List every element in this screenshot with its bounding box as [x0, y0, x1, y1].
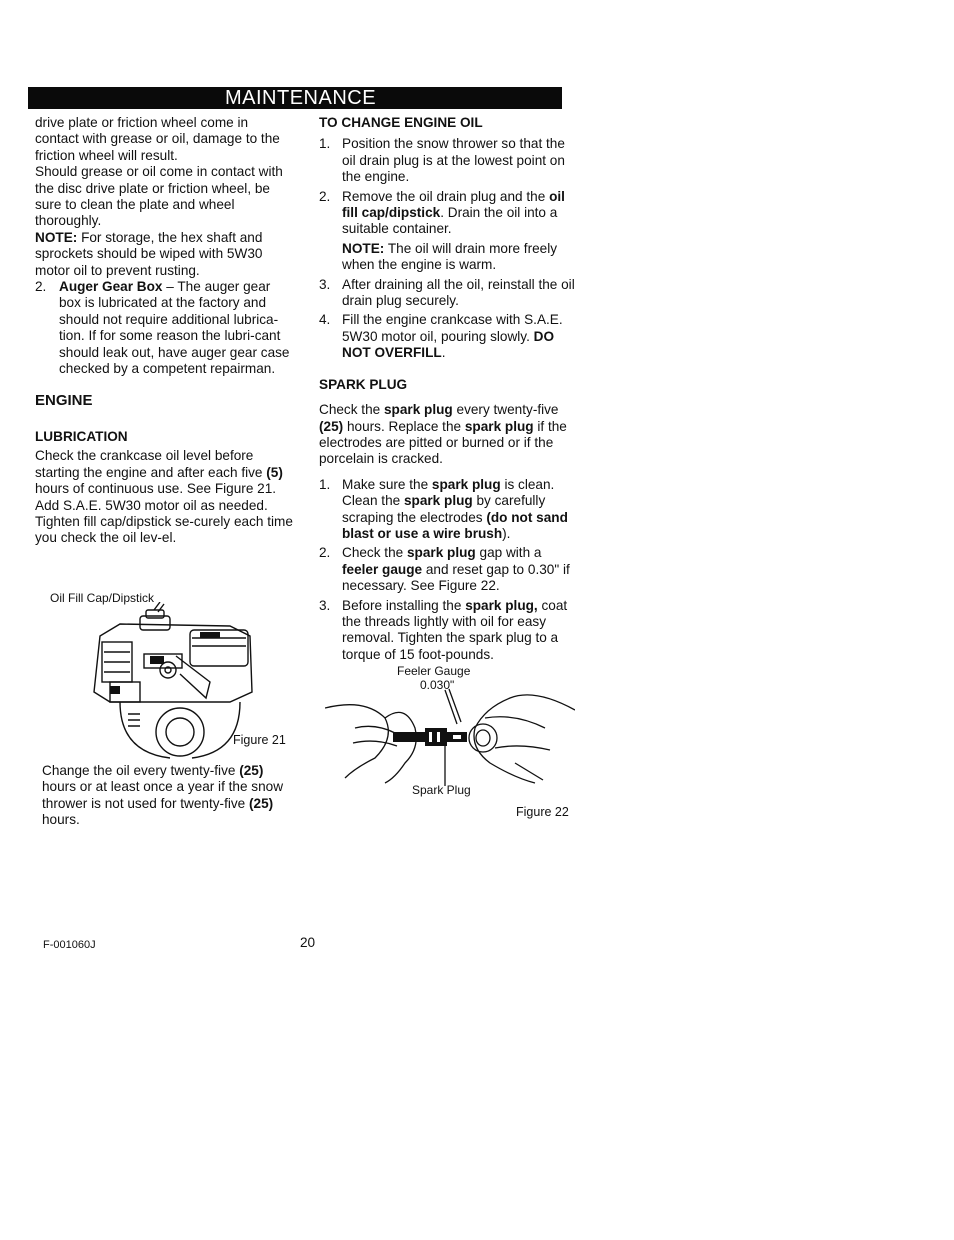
list-number: 1. — [319, 476, 331, 492]
text: (25) — [239, 763, 264, 778]
feeler-gauge-label: Feeler Gauge — [397, 664, 471, 678]
paragraph — [35, 448, 295, 546]
text: spark plug — [406, 545, 476, 561]
list-number: 3. — [319, 276, 331, 292]
spark-plug-illustration — [325, 688, 575, 788]
text: spark plug — [464, 418, 534, 434]
text: ). — [502, 525, 511, 541]
note-text: The oil will drain more freely when the engine is warm. — [342, 240, 558, 273]
item-text: – The auger gear box is lubricated at the factory and should not require additional lubrica-tion. If for some reason the lubri-cant should leak out, have auger gear case checked by a competent repairman. — [59, 279, 290, 377]
text: hours of continuous use. See Figure 21. Add S.A.E. 5W30 motor oil as needed. Tighten fill cap/dipstick se-curely each time you check the oil lev-el. — [35, 481, 293, 546]
text: feeler gauge — [342, 561, 423, 577]
text: spark plug — [403, 493, 473, 509]
list-number: 1. — [319, 136, 331, 152]
text: (25) — [249, 795, 274, 811]
text: spark plug — [383, 402, 453, 418]
text: . Drain the oil into a suitable container. — [342, 205, 558, 237]
figure21-label: Oil Fill Cap/Dipstick — [50, 591, 155, 605]
text: (25) — [319, 418, 344, 434]
list-number: 3. — [319, 597, 331, 613]
text: After draining all the oil, reinstall the oil drain plug securely. — [342, 276, 575, 309]
text: Remove the oil drain plug and the — [342, 188, 550, 204]
list-number: 4. — [319, 312, 331, 328]
text: . — [441, 345, 446, 361]
note-label: NOTE: — [342, 240, 385, 256]
text: is clean. Clean the — [342, 476, 555, 509]
figure22-caption: Figure 22 — [516, 805, 569, 819]
text: Make sure the — [342, 476, 432, 492]
lubrication-heading: LUBRICATION — [35, 428, 128, 444]
text: DO NOT OVERFILL — [342, 328, 555, 361]
text: hours or at least once a year if the snow thrower is not used for twenty-five — [42, 779, 284, 811]
text: spark plug — [431, 476, 501, 492]
item-title: Auger Gear Box — [59, 279, 163, 295]
text: Check the — [319, 402, 384, 418]
spark-plug-label: Spark Plug — [412, 783, 471, 797]
section-banner — [28, 87, 562, 109]
list-number: 2. — [35, 279, 47, 295]
text: Before installing the — [342, 597, 466, 613]
text: and reset gap to 0.30" if necessary. See Figure 22. — [342, 561, 570, 594]
document-code: F-001060J — [43, 939, 96, 951]
note-label: NOTE: — [35, 229, 78, 245]
text: every twenty-five — [452, 402, 559, 418]
gap-label: 0.030" — [420, 678, 455, 692]
text: by carefully scraping the electrodes — [342, 493, 546, 525]
text: gap with a — [475, 545, 542, 561]
paragraph: Should grease or oil come in contact with the disc drive plate or friction wheel, be sure to clean the plate and wheel thoroughly. — [35, 164, 283, 229]
note-text: For storage, the hex shaft and sprockets should be wiped with 5W30 motor oil to prevent rusting. — [35, 229, 263, 278]
paragraph — [319, 402, 581, 468]
figure21-caption: Figure 21 — [233, 733, 286, 747]
text: if the electrodes are pitted or burned or if the porcelain is cracked. — [319, 418, 567, 467]
list-number: 2. — [319, 545, 331, 561]
text: (5) — [266, 464, 283, 480]
section-title: MAINTENANCE — [225, 87, 377, 109]
text: coat the threads lightly with oil for easy removal. Tighten the spark plug to a torque of 15 foot-pounds. — [342, 597, 568, 662]
text: Change the oil every twenty-five — [42, 763, 240, 778]
text: (do not sand blast or use a wire brush — [342, 509, 568, 541]
list-item — [319, 312, 581, 361]
paragraph: drive plate or friction wheel come in contact with grease or oil, damage to the friction wheel will result. — [35, 115, 280, 163]
spark-plug-heading: SPARK PLUG — [319, 376, 408, 392]
list-item — [35, 279, 295, 377]
text: oil fill cap/dipstick — [342, 188, 565, 221]
oil-change-paragraph — [42, 763, 292, 829]
text: spark plug, — [465, 597, 538, 613]
list-item — [319, 598, 581, 664]
engine-heading: ENGINE — [35, 391, 93, 409]
note — [35, 230, 295, 279]
text: Check the crankcase oil level before starting the engine and after each five — [35, 448, 267, 480]
note — [319, 241, 581, 274]
left-column — [35, 115, 295, 547]
list-item — [319, 189, 581, 238]
text: hours. — [42, 812, 80, 828]
text: Check the — [342, 545, 407, 561]
right-column — [319, 115, 581, 663]
change-oil-heading: TO CHANGE ENGINE OIL — [319, 115, 483, 130]
text: Fill the engine crankcase with S.A.E. 5W30 motor oil, pouring slowly. — [342, 312, 563, 344]
list-item — [319, 136, 581, 185]
list-number: 2. — [319, 188, 331, 204]
text: hours. Replace the — [343, 418, 465, 434]
page-number: 20 — [300, 935, 316, 950]
text: Position the snow thrower so that the oil drain plug is at the lowest point on the engine. — [342, 136, 565, 185]
list-item — [319, 277, 581, 310]
list-item — [319, 545, 581, 594]
list-item — [319, 477, 581, 543]
